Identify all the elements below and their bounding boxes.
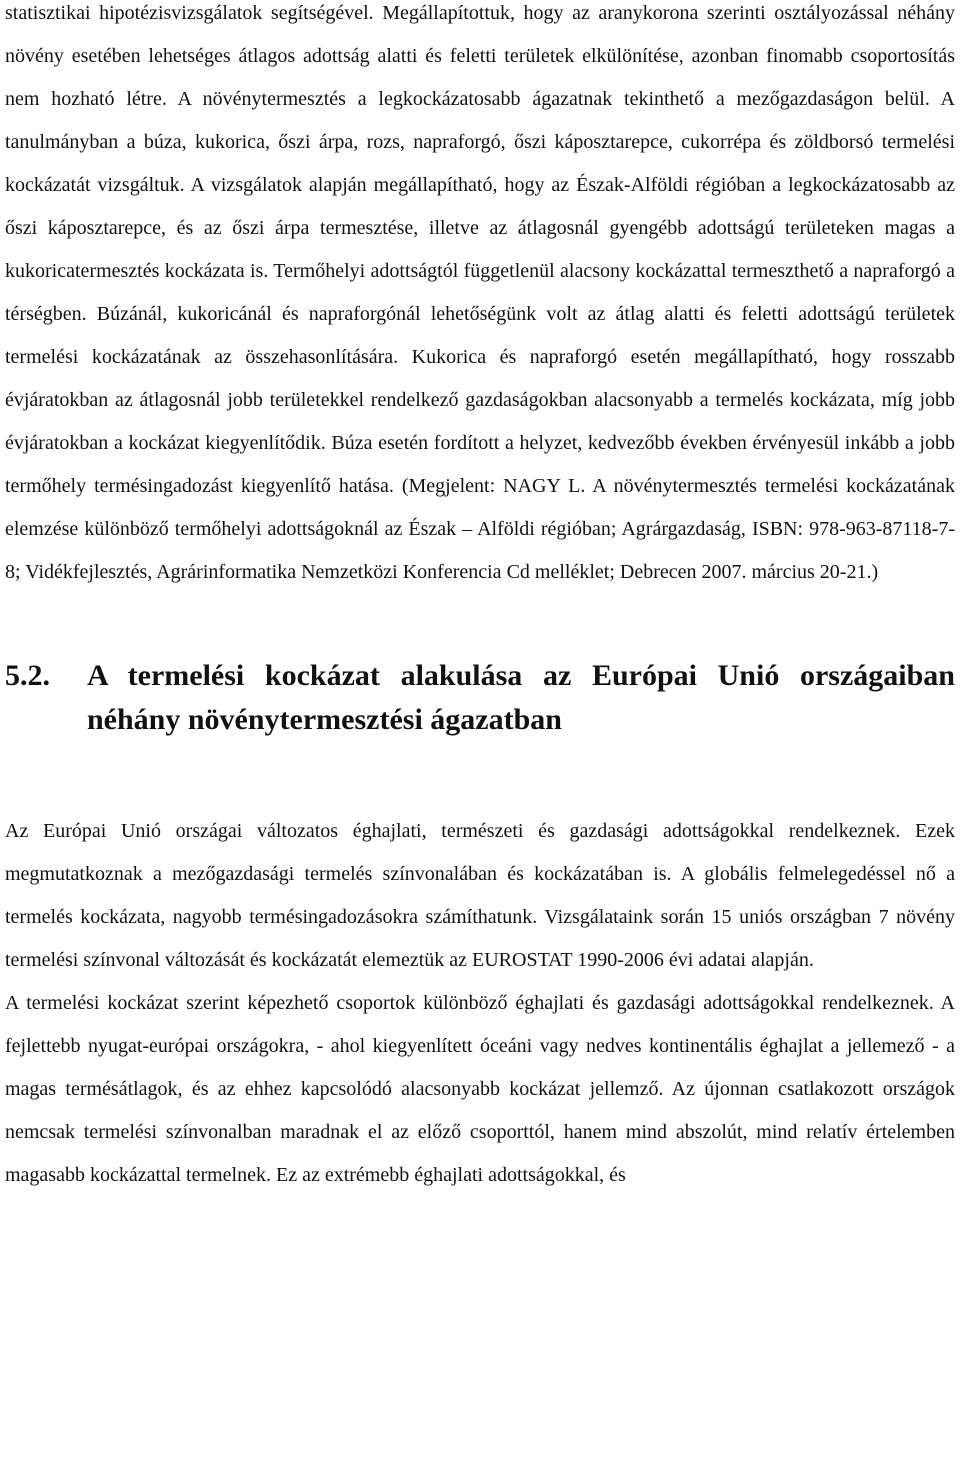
section-number: 5.2. bbox=[5, 659, 50, 692]
body-paragraph-eu-intro: Az Európai Unió országai változatos éghajlati, természeti és gazdasági adottságokkal rendelkeznek. Ezek megmutatkoznak a mezőgazdasági termelés színvonalában és kockázatában is. A globális felmelegedéssel nő a termelés kockázata, nagyobb termésingadozásokra számíthatunk. Vizsgálataink során 15 uniós országban 7 növény termelési színvonal változását és kockázatát elemeztük az EUROSTAT 1990-2006 évi adatai alapján. bbox=[5, 820, 955, 971]
section-title: A termelési kockázat alakulása az Európai Unió országaiban néhány növénytermesztési ágazatban bbox=[87, 659, 955, 736]
body-paragraph-risk-groups: A termelési kockázat szerint képezhető csoportok különböző éghajlati és gazdasági adottságokkal rendelkeznek. A fejlettebb nyugat-európai országokra, - ahol kiegyenlített óceáni vagy nedves kontinentális éghajlat a jellemező - a magas termésátlagok, és az ehhez kapcsolódó alacsonyabb kockázat jellemző. Az újonnan csatlakozott országok nemcsak termelési színvonalban maradnak el az előző csoporttól, hanem mind abszolút, mind relatív értelemben magasabb kockázattal termelnek. Ez az extrémebb éghajlati adottságokkal, és bbox=[5, 992, 955, 1186]
document-page bbox=[5, 0, 955, 1197]
body-paragraph-summary: statisztikai hipotézisvizsgálatok segítségével. Megállapítottuk, hogy az aranykorona szerinti osztályozással néhány növény esetében lehetséges átlagos adottság alatti és feletti területek elkülönítése, azonban finomabb csoportosítás nem hozható létre. A növénytermesztés a legkockázatosabb ágazatnak tekinthető a mezőgazdaságon belül. A tanulmányban a búza, kukorica, őszi árpa, rozs, napraforgó, őszi káposztarepce, cukorrépa és zöldborsó termelési kockázatát vizsgáltuk. A vizsgálatok alapján megállapítható, hogy az Észak-Alföldi régióban a legkockázatosabb az őszi káposztarepce, és az őszi árpa termesztése, illetve az átlagosnál gyengébb adottságú területeken magas a kukoricatermesztés kockázata is. Termőhelyi adottságtól függetlenül alacsony kockázattal termeszthető a napraforgó a térségben. Búzánál, kukoricánál és napraforgónál lehetőségünk volt az átlag alatti és feletti adottságú területek termelési kockázatának az összehasonlítására. Kukorica és napraforgó esetén megállapítható, hogy rosszabb évjáratokban az átlagosnál jobb területekkel rendelkező gazdaságokban alacsonyabb a termelés kockázata, míg jobb évjáratokban a kockázat kiegyenlítődik. Búza esetén fordított a helyzet, kedvezőbb években érvényesül inkább a jobb termőhely termésingadozást kiegyenlítő hatása. (Megjelent: NAGY L. A növénytermesztés termelési kockázatának elemzése különböző termőhelyi adottságoknál az Észak – Alföldi régióban; Agrárgazdaság, ISBN: 978-963-87118-7-8; Vidékfejlesztés, Agrárinformatika Nemzetközi Konferencia Cd melléklet; Debrecen 2007. március 20-21.) bbox=[5, 2, 955, 583]
section-heading-block bbox=[5, 654, 955, 742]
section-heading bbox=[5, 654, 955, 742]
